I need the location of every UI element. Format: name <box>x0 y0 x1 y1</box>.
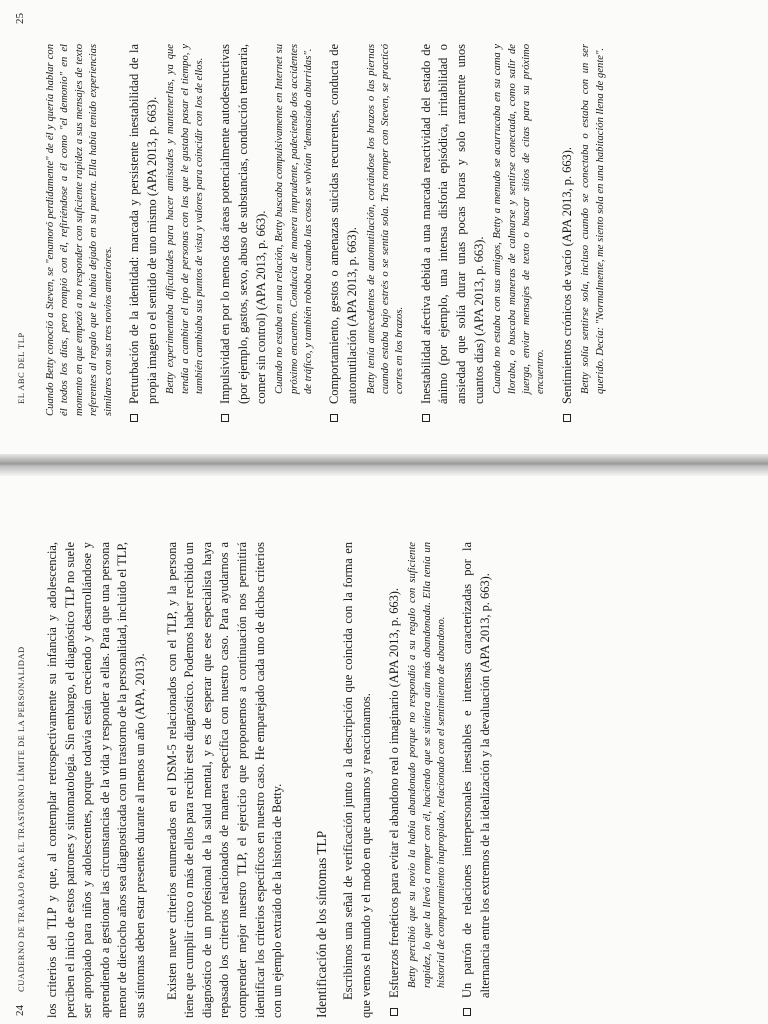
checklist-item <box>418 44 549 424</box>
criterion-text: Un patrón de relaciones interpersonales inestables e intensas caracterizadas por la alternancia entre los extremos de la idealización y la devaluación (APA 2013, p. 663). <box>460 542 492 998</box>
checklist-item <box>386 542 450 1018</box>
example-text: Cuando no estaba en una relación, Betty buscaba compulsivamente en Internet su próximo encuentro. Conducía de manera imprudente, padeciendo dos accidentes de tráfico, y también robaba cuando las cosas se volvían "demasiado aburridas". <box>274 44 315 394</box>
example-text: Betty solía sentirse sola, incluso cuando se conectaba o estaba con un ser querido. Decía: "Normalmente, me siento sola en una habitación llena de gente". <box>580 44 606 394</box>
paragraph: los criterios del TLP y que, al contemplar retrospectivamente su infancia y adolescencia, perciben el inicio de estos patrones y sintomatología. Sin embargo, el diagnóstico TLP no suele ser apropiado para niños y adolescentes, porque todavía están creciendo y desarrollándose y aprendiendo a gestionar las circunstancias de la vida y responder a ellas. Para que una persona menor de dieciocho años sea diagnosticada con un trastorno de la personalidad, incluido el TLP, sus síntomas deben estar presentes durante al menos un año (APA, 2013). <box>45 542 147 1018</box>
example-text: Cuando Betty conoció a Steven, se "enamoró perdidamente" de él y quería hablar con él todos los días, pero rompió con él, refiriéndose a él como "el demonio" en el momento en que empezó a no responder con suficiente rapidez a sus mensajes de texto referentes al regalo que le había dejado en su puerta. Ella había tenido experiencias similares con sus tres novios anteriores. <box>45 44 114 416</box>
paragraph: Escribimos una señal de verificación junto a la descripción que coincida con la forma en que vemos el mundo y el modo en que actuamos y reaccionamos. <box>341 542 373 1018</box>
criterion-text: Impulsividad en por lo menos dos áreas potencialmente autodestructivas (por ejemplo, gastos, sexo, abuso de substancias, conducción temeraria, comer sin control) (APA 2013, p. 663). <box>218 44 268 404</box>
checkbox[interactable] <box>422 414 430 422</box>
checklist-item <box>217 44 316 424</box>
book-gutter <box>0 454 768 476</box>
checkbox[interactable] <box>390 1008 398 1016</box>
criterion-text: Comportamiento, gestos o amenazas suicidas recurrentes, conducta de automutilación (APA 2013, p. 663). <box>327 44 360 404</box>
right-running-head: EL ABC DEL TLP <box>16 332 26 404</box>
checkbox[interactable] <box>130 414 138 422</box>
example-text: Betty tenía antecedentes de automutilación, cortándose los brazos o las piernas cuando estaba bajo estrés o se sentía sola. Tras romper con Steven, se practicó cortes en los brazos. <box>365 44 406 394</box>
checklist-item <box>326 44 407 424</box>
checkbox[interactable] <box>463 1008 471 1016</box>
paragraph: Existen nueve criterios enumerados en el DSM-5 relacionados con el TLP, y la persona tiene que cumplir cinco o más de ellos para recibir este diagnóstico. Podemos haber recibido un diagnóstico de un profesional de la salud mental, y es de esperar que ese especialista haya repasado los criterios relacionados de manera específica con nuestro caso. Para ayudarnos a comprender mejor nuestro TLP, el ejercicio que proponemos a continuación nos permitirá identificar los criterios específicos en nuestro caso. He emparejado cada uno de dichos criterios con un ejemplo extraído de la historia de Betty. <box>164 542 285 1018</box>
section-heading: Identificación de los síntomas TLP <box>313 830 329 1018</box>
right-page-number: 25 <box>14 13 26 24</box>
checklist-item <box>559 44 608 424</box>
left-page-number: 24 <box>14 1005 26 1016</box>
example-text: Betty percibió que su novio la había abandonado porque no respondió a su regalo con suficiente rapidez, lo que la llevó a romper con él, haciendo que se sintiera aún más abandonada. Ella tenía un historial de comportamiento inapropiado, relacionado con el sentimiento de abandono. <box>407 542 447 988</box>
example-text: Betty experimentaba dificultades para hacer amistades y mantenerlas, ya que tendía a cambiar el tipo de personas con las que le gustaba pasar el tiempo, y también cambiaba sus puntos de vista y valores para coincidir con los de ellos. <box>165 44 206 394</box>
left-text-column <box>44 542 495 1018</box>
example-text: Cuando no estaba con sus amigos, Betty a menudo se acurrucaba en su cama y lloraba, o buscaba maneras de calmarse y sentirse conectada, como salir de juerga, enviar mensajes de texto o buscar sitios de citas para su próximo encuentro. <box>492 44 547 394</box>
criterion-text: Sentimientos crónicos de vacío (APA 2013, p. 663). <box>559 147 574 404</box>
left-page <box>0 464 768 1024</box>
checkbox[interactable] <box>563 414 571 422</box>
checkbox[interactable] <box>330 414 338 422</box>
criterion-text: Esfuerzos frenéticos para evitar el abandono real o imaginario (APA 2013, p. 663). <box>386 587 401 998</box>
checklist-item <box>459 542 494 1018</box>
right-text-column <box>44 44 612 424</box>
checklist-item <box>126 44 207 424</box>
checkbox[interactable] <box>221 414 229 422</box>
right-page <box>0 0 768 464</box>
criterion-text: Inestabilidad afectiva debida a una marcada reactividad del estado de ánimo (por ejemplo, una intensa disforia episódica, irritabilidad o ansiedad que solía durar unas pocas horas y solo raramente unos cuantos días) (APA 2013, p. 663). <box>418 44 486 404</box>
criterion-text: Perturbación de la identidad: marcada y persistente inestabilidad de la propia imagen o el sentido de uno mismo (APA 2013, p. 663). <box>127 44 159 404</box>
left-running-head: CUADERNO DE TRABAJO PARA EL TRASTORNO LÍMITE DE LA PERSONALIDAD <box>16 646 26 992</box>
